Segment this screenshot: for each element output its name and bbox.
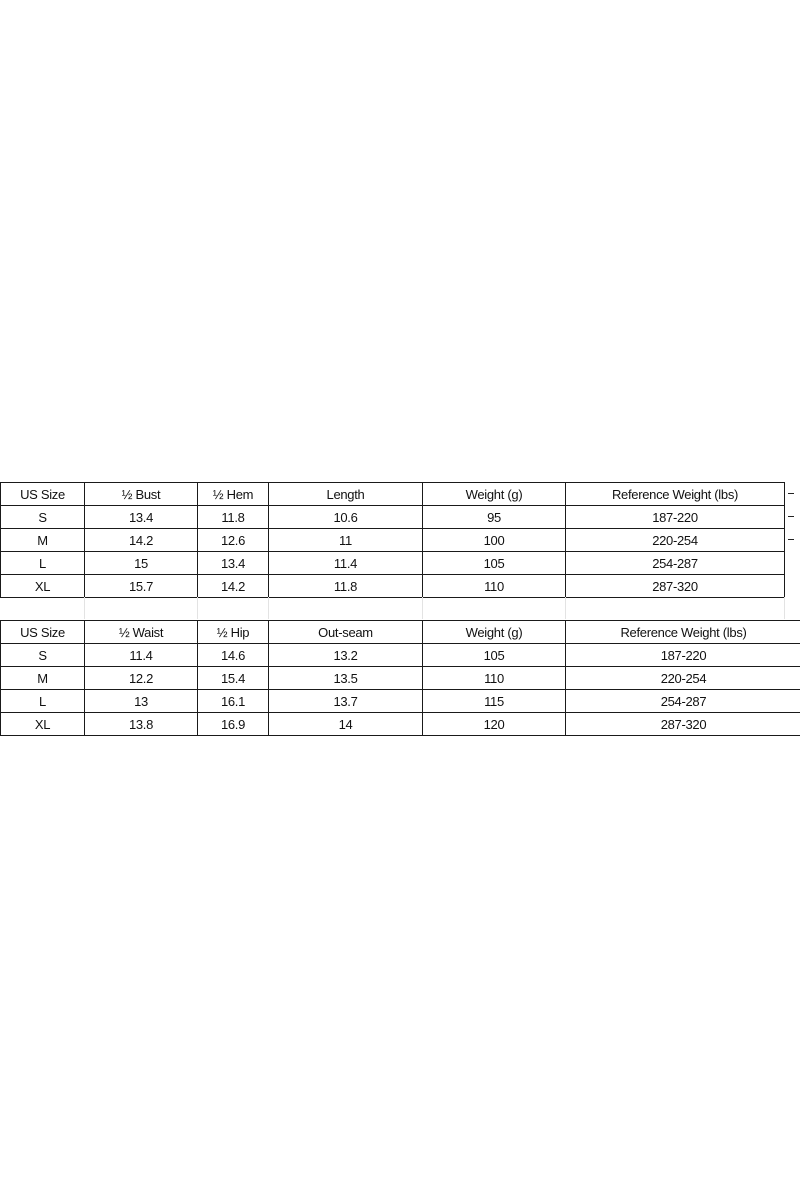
dash-mark bbox=[788, 493, 794, 494]
table-cell: 110 bbox=[423, 667, 566, 690]
table-cell: XL bbox=[1, 713, 85, 736]
header-cell: US Size bbox=[1, 483, 85, 506]
header-cell: Weight (g) bbox=[423, 483, 566, 506]
table-cell: 13 bbox=[85, 690, 198, 713]
table-cell: 14.2 bbox=[85, 529, 198, 552]
top-size-table bbox=[0, 482, 785, 598]
table-row bbox=[1, 690, 800, 713]
table-cell: L bbox=[1, 552, 85, 575]
table-cell: 13.4 bbox=[85, 506, 198, 529]
table-cell: 187-220 bbox=[566, 644, 800, 667]
table-cell: 115 bbox=[423, 690, 566, 713]
table-cell: 14 bbox=[269, 713, 423, 736]
table-cell: 12.2 bbox=[85, 667, 198, 690]
table-cell: 110 bbox=[423, 575, 566, 598]
table-row bbox=[1, 644, 800, 667]
table-cell: 13.8 bbox=[85, 713, 198, 736]
table-cell: 11.4 bbox=[85, 644, 198, 667]
header-cell: Weight (g) bbox=[423, 621, 566, 644]
header-cell: Out-seam bbox=[269, 621, 423, 644]
table-cell: 16.9 bbox=[198, 713, 269, 736]
table-header-row bbox=[1, 621, 800, 644]
table-cell: L bbox=[1, 690, 85, 713]
table-row bbox=[1, 713, 800, 736]
table-row bbox=[1, 575, 785, 598]
table-cell: 13.5 bbox=[269, 667, 423, 690]
gridline bbox=[84, 597, 85, 619]
table-cell: 11.8 bbox=[198, 506, 269, 529]
table-cell: 15 bbox=[85, 552, 198, 575]
table-cell: 14.6 bbox=[198, 644, 269, 667]
table-cell: 254-287 bbox=[566, 690, 800, 713]
table-cell: XL bbox=[1, 575, 85, 598]
table-cell: 120 bbox=[423, 713, 566, 736]
header-cell: Reference Weight (lbs) bbox=[566, 483, 785, 506]
table-header-row bbox=[1, 483, 785, 506]
gridline bbox=[197, 597, 198, 619]
table-cell: 13.2 bbox=[269, 644, 423, 667]
table-cell: 95 bbox=[423, 506, 566, 529]
header-cell: ½ Waist bbox=[85, 621, 198, 644]
header-cell: US Size bbox=[1, 621, 85, 644]
table-cell: 11.8 bbox=[269, 575, 423, 598]
gridline bbox=[268, 597, 269, 619]
table-cell: 15.7 bbox=[85, 575, 198, 598]
header-cell: ½ Hip bbox=[198, 621, 269, 644]
table-row bbox=[1, 552, 785, 575]
table-cell: 15.4 bbox=[198, 667, 269, 690]
table-cell: 13.7 bbox=[269, 690, 423, 713]
table-cell: 14.2 bbox=[198, 575, 269, 598]
table-cell: 12.6 bbox=[198, 529, 269, 552]
spacer-row bbox=[0, 597, 800, 619]
table-cell: 105 bbox=[423, 552, 566, 575]
table-cell: 220-254 bbox=[566, 667, 800, 690]
header-cell: Length bbox=[269, 483, 423, 506]
table-cell: 10.6 bbox=[269, 506, 423, 529]
gridline bbox=[784, 597, 785, 619]
table-cell: 187-220 bbox=[566, 506, 785, 529]
table-cell: 105 bbox=[423, 644, 566, 667]
table-cell: 100 bbox=[423, 529, 566, 552]
table-cell: 11.4 bbox=[269, 552, 423, 575]
table-row bbox=[1, 529, 785, 552]
table-cell: 287-320 bbox=[566, 575, 785, 598]
table-cell: 13.4 bbox=[198, 552, 269, 575]
table-cell: M bbox=[1, 529, 85, 552]
table-cell: S bbox=[1, 644, 85, 667]
table-cell: 16.1 bbox=[198, 690, 269, 713]
bottom-size-table bbox=[0, 620, 800, 736]
header-cell: ½ Hem bbox=[198, 483, 269, 506]
table-cell: S bbox=[1, 506, 85, 529]
table-cell: 11 bbox=[269, 529, 423, 552]
table-cell: 254-287 bbox=[566, 552, 785, 575]
dash-mark bbox=[788, 516, 794, 517]
header-cell: ½ Bust bbox=[85, 483, 198, 506]
table-row bbox=[1, 667, 800, 690]
dash-mark bbox=[788, 539, 794, 540]
table-cell: M bbox=[1, 667, 85, 690]
gridline bbox=[565, 597, 566, 619]
table-cell: 287-320 bbox=[566, 713, 800, 736]
table-row bbox=[1, 506, 785, 529]
table-cell: 220-254 bbox=[566, 529, 785, 552]
header-cell: Reference Weight (lbs) bbox=[566, 621, 800, 644]
gridline bbox=[422, 597, 423, 619]
